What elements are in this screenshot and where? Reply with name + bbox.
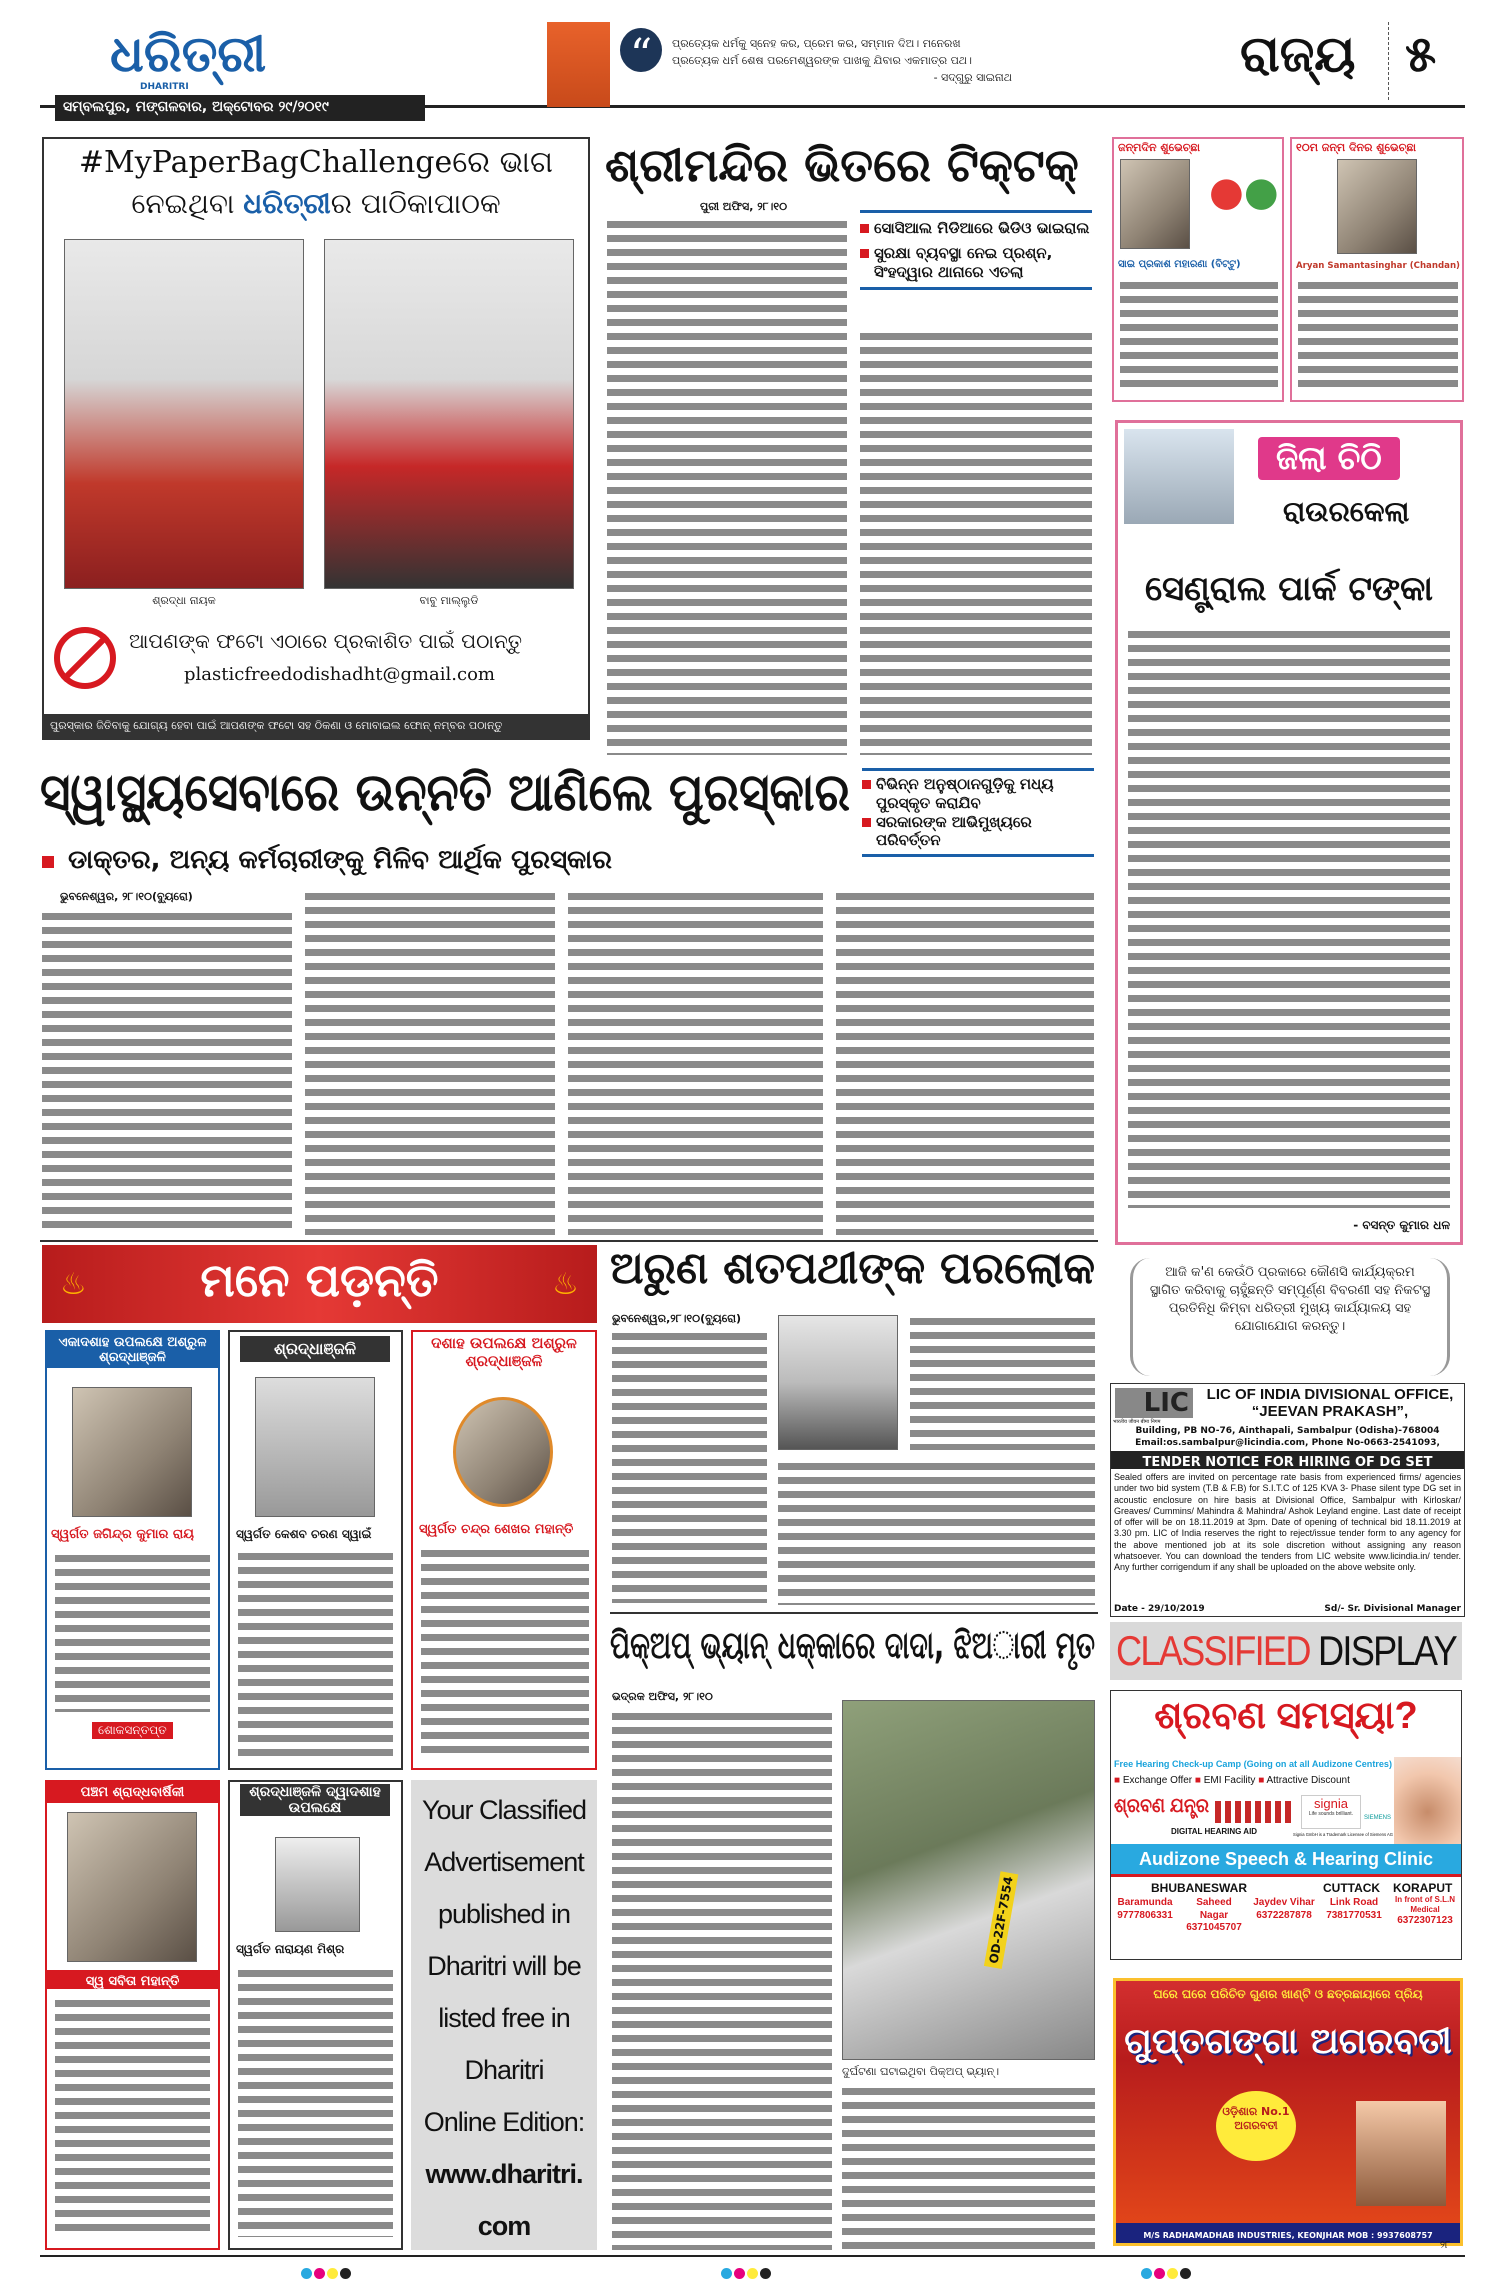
branch-loc: Jaydev Vihar xyxy=(1253,1897,1315,1908)
offer: EMI Facility xyxy=(1203,1775,1256,1786)
agarbatti-ad xyxy=(1113,1978,1463,2246)
lamp-icon: ♨ xyxy=(60,1267,87,1302)
branch-phone[interactable]: 7381770531 xyxy=(1326,1909,1382,1921)
arun-photo xyxy=(778,1315,898,1450)
saint-portrait xyxy=(547,22,610,107)
brand: signia xyxy=(1314,1796,1348,1811)
clinic-name: Audizone Speech & Hearing Clinic xyxy=(1138,1849,1434,1869)
section-name: ରାଜ୍ୟ xyxy=(1240,25,1356,83)
display-word: DISPLAY xyxy=(1318,1627,1456,1674)
divider xyxy=(1388,22,1389,100)
obituary-ad xyxy=(228,1780,403,2250)
lic-logo-sub: भारतीय जीवन बीमा निगम xyxy=(1113,1419,1161,1425)
page-bottom-rule xyxy=(40,2255,1465,2257)
ear-photo xyxy=(1394,1757,1461,1857)
district-headline: ସେଣ୍ଟ୍ରାଲ ପାର୍କ ଟଙ୍କା xyxy=(1144,569,1434,609)
birthday-title: ୧୦ମ ଜନ୍ମ ଦିନର ଶୁଭେଚ୍ଛା xyxy=(1296,141,1416,154)
deceased-name: ସ୍ୱର୍ଗତ ଜଗିନ୍ଦ୍ର କୁମାର ରାୟ xyxy=(51,1527,194,1542)
celebrity-photo xyxy=(1356,2101,1446,2206)
branch xyxy=(1391,1895,1459,1928)
lic-banner-bar xyxy=(1111,1451,1464,1469)
highlight-point: ସରକାରଙ୍କ ଆଭିମୁଖ୍ୟରେ ପରିବର୍ତ୍ତନ xyxy=(862,813,1094,851)
article-body xyxy=(612,1710,832,2250)
branch-city: BHUBANESWAR xyxy=(1151,1881,1247,1895)
paperbag-footer-bar xyxy=(44,714,588,738)
birthday-ad-2 xyxy=(1290,137,1464,402)
dharitri-logo-inline: ଧରିତ୍ରୀ xyxy=(243,187,331,220)
obituary-text xyxy=(55,1997,210,2237)
paperbag-title-2 xyxy=(131,187,500,221)
aid-label: DIGITAL HEARING AID xyxy=(1171,1827,1258,1836)
hearing-title: ଶ୍ରବଣ ସମସ୍ୟା? xyxy=(1154,1695,1418,1737)
child-name: Aryan Samantasinghar (Chandan) xyxy=(1296,261,1460,271)
photo-caption: ଶ୍ରଦ୍ଧା ନାୟକ xyxy=(152,594,216,607)
hearing-aids-image xyxy=(1215,1801,1293,1823)
article-body xyxy=(778,1460,1095,1605)
article-body xyxy=(842,2085,1095,2250)
obituary-text xyxy=(238,1967,393,2237)
reader-photo-1 xyxy=(64,239,304,589)
quote-line: ପ୍ରତ୍ୟେକ ଧର୍ମକୁ ସ୍ନେହ କର, ପ୍ରେମ କର, ସମ୍ମାନ ଦିଅ। ମନେରଖ xyxy=(672,37,961,50)
highlight-point: ସୁରକ୍ଷା ବ୍ୟବସ୍ଥା ନେଇ ପ୍ରଶ୍ନ, ସିଂହଦ୍ୱାର ଥାନାରେ ଏତଲା xyxy=(860,244,1092,282)
branch-phone[interactable]: 6371045707 xyxy=(1186,1922,1242,1933)
reader-photo-2 xyxy=(324,239,574,589)
district-city: ରାଉରକେଲା xyxy=(1283,495,1410,528)
offer: Exchange Offer xyxy=(1122,1775,1193,1786)
branch-loc: Link Road xyxy=(1329,1897,1379,1908)
branch xyxy=(1321,1897,1387,1922)
deceased-photo xyxy=(255,1377,375,1517)
page-footer-number: ୨୮ xyxy=(1440,2240,1451,2251)
lamp-icon: ♨ xyxy=(552,1267,579,1302)
child-photo xyxy=(1337,159,1417,254)
paperbag-footer: ପୁରସ୍କାର ଜିତିବାକୁ ଯୋଗ୍ୟ ହେବା ପାଇଁ ଆପଣଙ୍କ ଫଟୋ ସହ ଠିକଣା ଓ ମୋବାଇଲ ଫୋନ୍ ନମ୍ବର ପଠାନ୍ତୁ xyxy=(50,719,503,732)
birthday-ad-1 xyxy=(1112,137,1284,402)
deceased-photo xyxy=(72,1387,192,1517)
brand-tag: Life sounds brilliant. xyxy=(1308,1811,1354,1817)
text: ନେଇଥିବା xyxy=(131,187,235,220)
email-link[interactable]: plasticfreedodishadht@gmail.com xyxy=(184,664,495,685)
deceased-photo xyxy=(67,1812,197,1962)
ad-tagline: ଘରେ ଘରେ ପରିଚିତ ଗୁଣର ଖାଣ୍ଟି ଓ ଛତ୍ରଛାୟାରେ ପ୍ରିୟ xyxy=(1153,1987,1423,2001)
wishes-text xyxy=(1120,279,1278,389)
quote-line: ପ୍ରତ୍ୟେକ ଧର୍ମ ଶେଷ ପରମେଶ୍ୱରଙ୍କ ପାଖକୁ ଯିବାର ଏକମାତ୍ର ପଥ। xyxy=(672,54,972,67)
branch-phone[interactable]: 9777806331 xyxy=(1117,1909,1173,1921)
lic-logo: LIC xyxy=(1115,1388,1193,1418)
cmyk-dots xyxy=(300,2264,352,2283)
no1-badge: ଓଡ଼ିଶାର No.1 ଅଗରବତୀ xyxy=(1216,2091,1296,2161)
article-body xyxy=(910,1315,1095,1450)
device-label: ଶ୍ରବଣ ଯନ୍ତ୍ର xyxy=(1114,1795,1209,1817)
highlight-point: ବିଭିନ୍ନ ଅନୁଷ୍ଠାନଗୁଡ଼ିକୁ ମଧ୍ୟ ପୁରସ୍କୃତ କରାଯିବ xyxy=(862,775,1094,813)
deceased-name: ସ୍ୱର୍ଗତ କେଶବ ଚରଣ ସ୍ୱାଇଁ xyxy=(236,1527,372,1541)
classified-display-text xyxy=(1116,1622,1456,1680)
deceased-photo xyxy=(453,1397,553,1507)
dateline xyxy=(55,95,425,121)
temple-sidebar xyxy=(860,210,1092,290)
lic-banner: TENDER NOTICE FOR HIRING OF DG SET xyxy=(1142,1455,1433,1469)
ad-footer-bar xyxy=(1116,2223,1460,2243)
arun-dateline: ଭୁବନେଶ୍ୱର,୨୮।୧୦(ବ୍ୟୁରୋ) xyxy=(612,1312,742,1325)
promo-line: Online Edition: xyxy=(423,2107,585,2137)
deceased-name-bar xyxy=(47,1970,218,1989)
health-sidebar xyxy=(862,768,1094,857)
cmyk-dots xyxy=(720,2264,772,2283)
obituary-title: ଏକାଦଶାହ ଉପଲକ୍ଷେ ଅଶ୍ରୁଳ ଶ୍ରଦ୍ଧାଞ୍ଜଳି xyxy=(47,1332,218,1368)
arun-headline: ଅରୁଣ ଶତପଥୀଙ୍କ ପରଲୋକ xyxy=(610,1243,1095,1294)
temple-headline: ଶ୍ରୀମନ୍ଦିର ଭିତରେ ଟିକ୍‌ଟକ୍ xyxy=(605,138,1079,192)
signia-logo xyxy=(1301,1795,1361,1829)
obituary-title: ଦଶାହ ଉପଲକ୍ଷେ ଅଶ୍ରୁଳ ଶ୍ରଦ୍ଧାଞ୍ଜଳି xyxy=(431,1334,577,1370)
article-body xyxy=(607,218,847,755)
branch-loc: Baramunda xyxy=(1117,1897,1173,1908)
promo-line: Advertisement xyxy=(424,1847,584,1877)
camp-text: Free Hearing Check-up Camp (Going on at all Audizone Centres) xyxy=(1114,1759,1392,1770)
branch-loc: Saheed Nagar xyxy=(1196,1897,1232,1921)
obituary-banner-title: ମନେ ପଡ଼ନ୍ତି xyxy=(200,1253,439,1307)
offers: ■ Exchange Offer ■ EMI Facility ■ Attractive Discount xyxy=(1114,1775,1350,1786)
branch xyxy=(1113,1897,1177,1922)
district-tag: ଜିଲା ଚିଠି xyxy=(1258,437,1400,480)
brand-name: ଗୁପ୍ତଗଙ୍ଗା ଅଗରବତୀ xyxy=(1124,2021,1452,2062)
siemens-logo: SIEMENS xyxy=(1364,1815,1392,1821)
paperbag-challenge-box xyxy=(42,137,590,740)
promo-line: Your Classified xyxy=(421,1795,587,1825)
obituary-title: ଶ୍ରଦ୍ଧାଞ୍ଜଳି xyxy=(240,1336,390,1362)
obituary-ad xyxy=(45,1330,220,1770)
quote-author: - ସଦ୍‌ଗୁରୁ ସାଇନାଥ xyxy=(933,71,1012,84)
classified-word: CLASSIFIED xyxy=(1116,1627,1310,1674)
classified-promo xyxy=(411,1780,597,2250)
lic-body: Sealed offers are invited on percentage rate basis from experienced firms/ agencies under two bid system (T.B & F.B) for S.I.T.C of 125 KVA 3- Phase silent type DG set in acoustic enclosure on hire basis at Divisional Office, Sambalpur with Kirloskar/ Greaves/ Cummins/ Mahindra & Mahindra/ Ashok Leyland engine. Last date of receipt of offer will be on 18.11.2019 at 3pm. Date of opening of technical bid 18.11.2019 at 3.30 pm. LIC of India reserves the right to reject/issue tender form to any agency for the above mentioned job at its sole discretion without assigning any reason whatsoever. You can download the tenders from LIC website www.licindia.in/ tender. Any further corrigendum if any shall be uploaded on the above website only. xyxy=(1114,1472,1461,1572)
birthday-title: ଜନ୍ମଦିନ ଶୁଭେଚ୍ଛା xyxy=(1118,141,1201,154)
obituary-text xyxy=(421,1547,589,1757)
temple-dateline: ପୁରୀ ଅଫିସ, ୨୮।୧୦ xyxy=(700,200,788,213)
accident-photo xyxy=(842,1700,1095,2060)
article-body xyxy=(1128,628,1450,1208)
obituary-text xyxy=(238,1550,393,1760)
lic-contact: Email:os.sambalpur@licindia.com, Phone No-0663-2541093, xyxy=(1135,1438,1440,1448)
health-subhead xyxy=(42,845,612,876)
hearing-clinic-ad xyxy=(1110,1690,1462,1960)
masthead-logo: ଧରିତ୍ରୀ xyxy=(110,25,267,83)
masthead-logo-en: DHARITRI xyxy=(140,82,189,92)
vehicle-plate: OD-22F-7554 xyxy=(984,1871,1018,1969)
branch-city: CUTTACK xyxy=(1323,1881,1381,1895)
pickup-headline: ପିକ୍‌ଅପ୍ ଭ୍ୟାନ୍ ଧକ୍କାରେ ଦାଦା, ଝିଅାରୀ ମୃତ xyxy=(610,1623,1095,1667)
obituary-banner xyxy=(42,1245,597,1323)
no-plastic-icon xyxy=(54,627,116,689)
obituary-ad xyxy=(228,1330,403,1770)
classified-display-header xyxy=(1110,1622,1462,1680)
lic-sign: Sd/- Sr. Divisional Manager xyxy=(1324,1604,1461,1614)
quote-icon: “ xyxy=(620,28,662,72)
lic-address: Building, PB NO-76, Ainthapali, Sambalpur (Odisha)-768004 xyxy=(1135,1426,1440,1436)
page-number: ୫ xyxy=(1405,25,1437,83)
branch-phone[interactable]: 6372307123 xyxy=(1397,1915,1453,1926)
promo-line: Dharitri will be xyxy=(427,1951,581,1981)
article-body xyxy=(612,1330,767,1603)
wishes-text xyxy=(1298,279,1458,389)
subhead-text: ଡାକ୍ତର, ଅନ୍ୟ କର୍ମଚାରୀଙ୍କୁ ମିଳିବ ଆର୍ଥିକ ପୁରସ୍କାର xyxy=(68,845,612,875)
cmyk-dots xyxy=(1140,2264,1192,2283)
send-photo-text: ଆପଣଙ୍କ ଫଟୋ ଏଠାରେ ପ୍ରକାଶିତ ପାଇଁ ପଠାନ୍ତୁ xyxy=(129,629,523,653)
article-body xyxy=(305,890,555,1235)
promo-line: Dharitri xyxy=(464,2055,544,2085)
photo-caption: ଦୁର୍ଘଟଣା ଘଟାଇଥିବା ପିକ୍‌ଅପ୍ ଭ୍ୟାନ୍। xyxy=(842,2065,1000,2078)
deceased-photo xyxy=(275,1837,360,1932)
article-body xyxy=(42,910,292,1235)
byline: - ବସନ୍ତ କୁମାର ଧଳ xyxy=(1353,1218,1450,1232)
child-photo xyxy=(1120,159,1190,249)
obituary-title: ଶ୍ରଦ୍ଧାଞ୍ଜଳି ଦ୍ୱାଦଶାହ ଉପଲକ୍ଷେ xyxy=(240,1784,390,1816)
deceased-name: ସ୍ୱର୍ଗତ ଚନ୍ଦ୍ର ଶେଖର ମହାନ୍ତି xyxy=(419,1522,574,1537)
article-body xyxy=(836,890,1094,1235)
section-rule xyxy=(610,1612,1098,1614)
balloons-icon: ●● xyxy=(1209,169,1279,215)
lic-tender-notice xyxy=(1110,1383,1465,1617)
promo-link[interactable]: com xyxy=(477,2211,531,2241)
health-headline: ସ୍ୱାସ୍ଥ୍ୟସେବାରେ ଉନ୍ନତି ଆଣିଲେ ପୁରସ୍କାର xyxy=(40,763,850,823)
promo-link[interactable]: www.dharitri. xyxy=(425,2159,583,2189)
pickup-dateline: ଭଦ୍ରକ ଅଫିସ, ୨୮।୧୦ xyxy=(612,1690,713,1703)
branch-phone[interactable]: 6372287878 xyxy=(1256,1909,1312,1921)
promo-line: listed free in xyxy=(438,2003,570,2033)
steel-plant-photo xyxy=(1124,429,1234,524)
lic-title: LIC OF INDIA DIVISIONAL OFFICE, “JEEVAN PRAKASH”, xyxy=(1206,1386,1454,1420)
paperbag-title: #MyPaperBagChallengeରେ ଭାଗ xyxy=(78,145,554,180)
mourners-label: ଶୋକସନ୍ତପ୍ତ xyxy=(92,1722,173,1739)
trademark-note: Signia GmbH is a Trademark Licensee of Siemens AG xyxy=(1293,1832,1393,1837)
photo-caption: ବାବୁ ମାଲ୍ଲୁଡି xyxy=(419,594,479,607)
obituary-text xyxy=(55,1552,210,1712)
district-letter-box xyxy=(1115,420,1463,1245)
health-dateline: ଭୁବନେଶ୍ୱର, ୨୮।୧୦(ବ୍ୟୁରୋ) xyxy=(60,890,193,903)
section-rule xyxy=(40,1240,1098,1242)
dateline-text: ସମ୍ବଲପୁର, ମଙ୍ଗଳବାର, ଅକ୍ଟୋବର ୨୯/୨୦୧୯ xyxy=(63,99,329,115)
branch xyxy=(1251,1897,1317,1922)
child-name: ସାଇ ପ୍ରକାଶ ମହାରଣା (ବିଟ୍ଟୁ) xyxy=(1118,259,1241,270)
branch xyxy=(1181,1897,1247,1935)
article-body xyxy=(568,890,823,1235)
offer: Attractive Discount xyxy=(1266,1775,1350,1786)
highlight-point: ସୋସିଆଲ ମିଡିଆରେ ଭିଡିଓ ଭାଇରାଲ xyxy=(860,219,1092,238)
thought-of-day xyxy=(672,35,1012,86)
deceased-name: ସ୍ୱର୍ଗତ ନାରାୟଣ ମିଶ୍ର xyxy=(236,1942,345,1956)
lic-date: Date - 29/10/2019 xyxy=(1114,1604,1205,1614)
deceased-name: ସ୍ୱ ସବିତା ମହାନ୍ତି xyxy=(85,1974,180,1989)
branch-city: KORAPUT xyxy=(1393,1881,1453,1895)
text: ର ପାଠିକାପାଠକ xyxy=(330,187,501,220)
branch-loc: In front of S.L.N Medical xyxy=(1395,1895,1455,1914)
obituary-ad xyxy=(45,1780,220,2250)
notice-box: ଆଜି କ'ଣ କେଉଁଠି ପ୍ରକାରେ କୌଣସି କାର୍ଯ୍ୟକ୍ରମ ସ୍ଥାଗିତ କରିବାକୁ ଚାହୁଁଛନ୍ତି ସମ୍ପୂର୍ଣ୍ଣ ବିବରଣୀ ସହ ନିକଟସ୍ଥ ପ୍ରତିନିଧି କିମ୍ବା ଧରିତ୍ରୀ ମୁଖ୍ୟ କାର୍ଯ୍ୟାଳୟ ସହ ଯୋଗାଯୋଗ କରନ୍ତୁ। xyxy=(1130,1258,1450,1376)
article-body xyxy=(860,330,1092,755)
clinic-name-bar xyxy=(1111,1844,1461,1877)
obituary-ad xyxy=(411,1330,597,1770)
ad-footer: M/S RADHAMADHAB INDUSTRIES, KEONJHAR MOB : 9937608757 xyxy=(1143,2231,1433,2240)
obituary-title: ପଞ୍ଚମ ଶ୍ରାଦ୍ଧବାର୍ଷିକୀ xyxy=(47,1782,218,1803)
promo-line: published in xyxy=(437,1899,571,1929)
